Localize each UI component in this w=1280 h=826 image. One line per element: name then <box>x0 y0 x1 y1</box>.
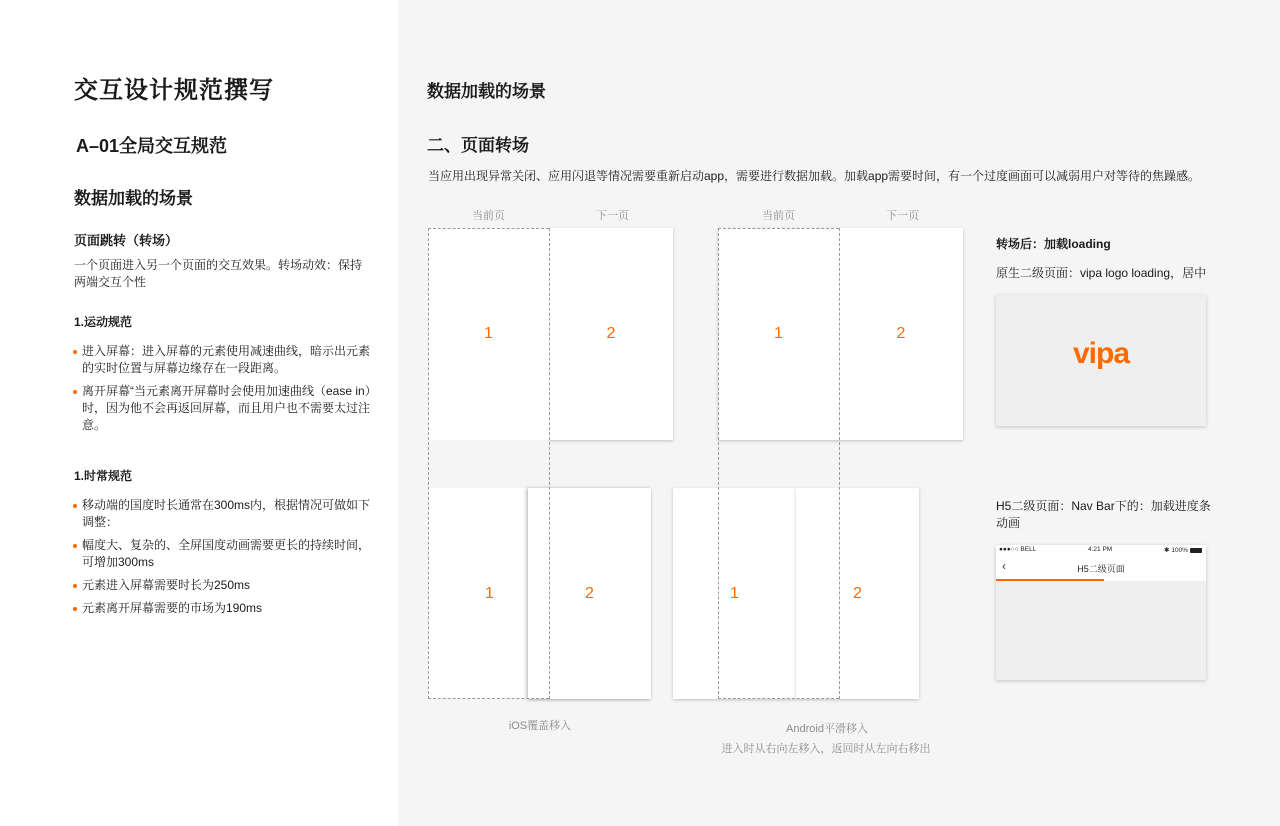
page-number: 2 <box>606 325 616 342</box>
carrier-signal: ●●●○○ BELL <box>999 546 1037 553</box>
section-title: 二、页面转场 <box>427 136 529 155</box>
nav-title: H5二级页面 <box>1077 564 1125 574</box>
timing-item: 元素进入屏幕需要时长为250ms <box>73 577 371 594</box>
ios-label-next: 下一页 <box>596 210 629 222</box>
vipa-logo: vipa <box>1072 337 1130 370</box>
nav-bar <box>996 555 1206 581</box>
ios-guide-top <box>428 228 549 229</box>
page-number: 1 <box>774 325 783 342</box>
timing-list <box>73 497 371 623</box>
timing-item: 幅度大、复杂的、全屏国度动画需要更长的持续时间，可增加300ms <box>73 537 371 571</box>
android-guide-right <box>839 228 840 699</box>
ios-bottom-page-2 <box>528 488 651 699</box>
ios-guide-bottom <box>428 698 549 699</box>
ios-top-page-2 <box>549 228 673 440</box>
status-time: 4:21 PM <box>1088 546 1113 553</box>
back-chevron-icon[interactable]: ‹ <box>1002 559 1006 573</box>
battery-icon <box>1190 548 1202 553</box>
subtitle: 数据加载的场景 <box>74 189 193 208</box>
motion-heading: 1.运动规范 <box>74 315 133 329</box>
page-number: 1 <box>484 325 493 342</box>
section-code: A–01全局交互规范 <box>76 136 228 156</box>
ios-guide-left <box>428 228 429 699</box>
android-guide-bottom <box>718 698 839 699</box>
h5-phone-mockup <box>996 545 1206 680</box>
ios-label-current: 当前页 <box>472 210 505 222</box>
android-top-page-1 <box>718 228 839 440</box>
android-caption-sub: 进入时从右向左移入，返回时从左向右移出 <box>721 743 931 755</box>
page-number: 1 <box>485 584 494 602</box>
left-panel <box>0 0 398 826</box>
android-label-current: 当前页 <box>762 210 795 222</box>
ios-top-page-1 <box>428 228 549 440</box>
battery-indicator <box>1164 546 1202 554</box>
timing-heading: 1.时常规范 <box>74 469 133 483</box>
section-description: 当应用出现异常关闭、应用闪退等情况需要重新启动app，需要进行数据加载。加载app需要时间，有一个过度画面可以减弱用户对等待的焦躁感。 <box>428 169 1201 183</box>
android-top-page-2 <box>839 228 963 440</box>
page-number: 2 <box>853 584 862 602</box>
topic-heading: 页面跳转（转场） <box>74 233 179 248</box>
motion-item: 离开屏幕“当元素离开屏幕时会使用加速曲线（ease in）时，因为他不会再返回屏幕，而且用户也不需要太过注意。 <box>73 383 371 434</box>
motion-item: 进入屏幕：进入屏幕的元素使用减速曲线，暗示出元素的实时位置与屏幕边缘存在一段距离。 <box>73 343 371 377</box>
android-caption: Android平滑移入 <box>786 723 868 735</box>
android-guide-left <box>718 228 719 699</box>
right-title: 数据加载的场景 <box>427 82 546 101</box>
android-label-next: 下一页 <box>886 210 919 222</box>
android-bottom-page-2 <box>796 488 919 699</box>
after-heading: 转场后：加载loading <box>996 237 1111 251</box>
timing-item: 元素离开屏幕需要的市场为190ms <box>73 600 371 617</box>
android-guide-top <box>718 228 839 229</box>
ios-guide-right <box>549 228 550 699</box>
motion-list <box>73 343 371 440</box>
status-bar <box>996 545 1206 555</box>
loading-progress-bar <box>996 579 1104 581</box>
page-number: 2 <box>585 584 594 602</box>
h5-description: H5二级页面：Nav Bar下的：加载进度条动画 <box>996 499 1211 530</box>
page-number: 2 <box>896 325 906 342</box>
page-number: 1 <box>730 584 739 602</box>
timing-item: 移动端的国度时长通常在300ms内，根据情况可做如下调整： <box>73 497 371 531</box>
topic-description: 一个页面进入另一个页面的交互效果。转场动效：保持两端交互个性 <box>74 258 363 289</box>
ios-caption: iOS覆盖移入 <box>508 720 572 732</box>
android-bottom-page-1 <box>673 488 796 699</box>
document-title: 交互设计规范撰写 <box>74 77 274 104</box>
native-loading-card <box>996 295 1206 426</box>
battery-text: ✱ 100% <box>1164 547 1188 554</box>
native-description: 原生二级页面：vipa logo loading，居中 <box>996 266 1207 280</box>
